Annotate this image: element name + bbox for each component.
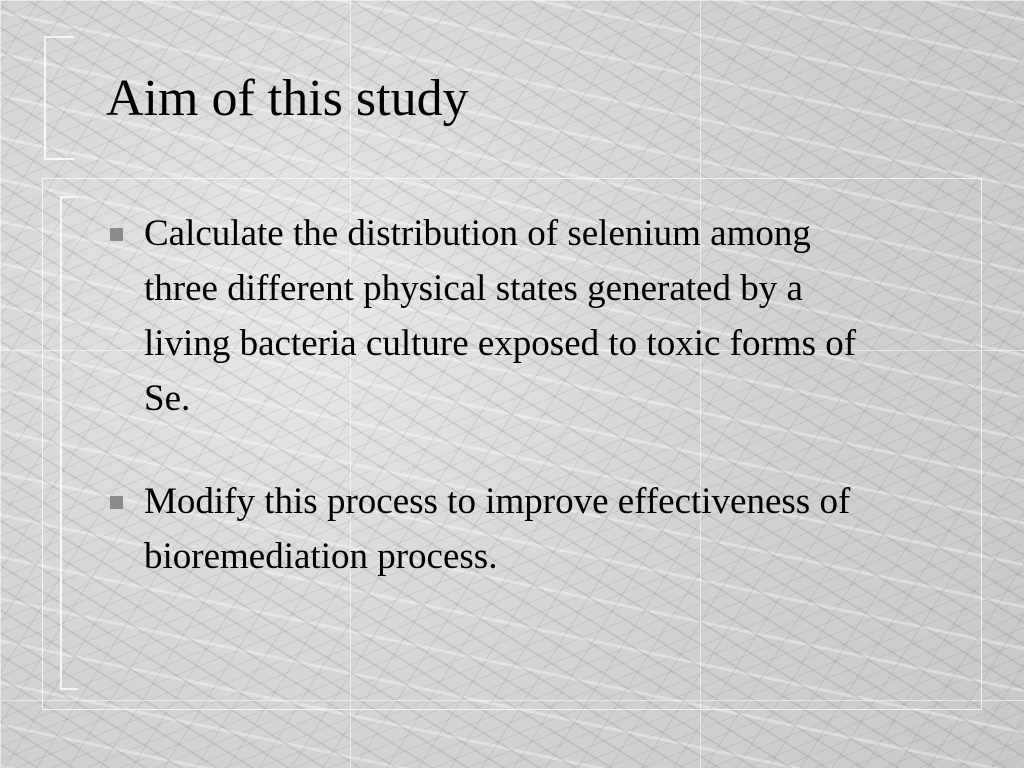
slide-title: Aim of this study	[106, 70, 469, 127]
bullet-text: Modify this process to improve effectiveness of bioremediation process.	[144, 481, 851, 577]
decorative-frame	[60, 196, 78, 690]
bullet-text: Calculate the distribution of selenium among three different physical states generated by a living bacteria culture exposed to toxic forms of Se.	[144, 213, 857, 419]
bullet-square-icon	[110, 496, 123, 509]
bullet-square-icon	[110, 228, 123, 241]
bullet-item	[104, 474, 864, 584]
bullet-item	[104, 206, 864, 426]
decorative-frame	[44, 36, 74, 160]
bullet-list	[104, 206, 864, 632]
